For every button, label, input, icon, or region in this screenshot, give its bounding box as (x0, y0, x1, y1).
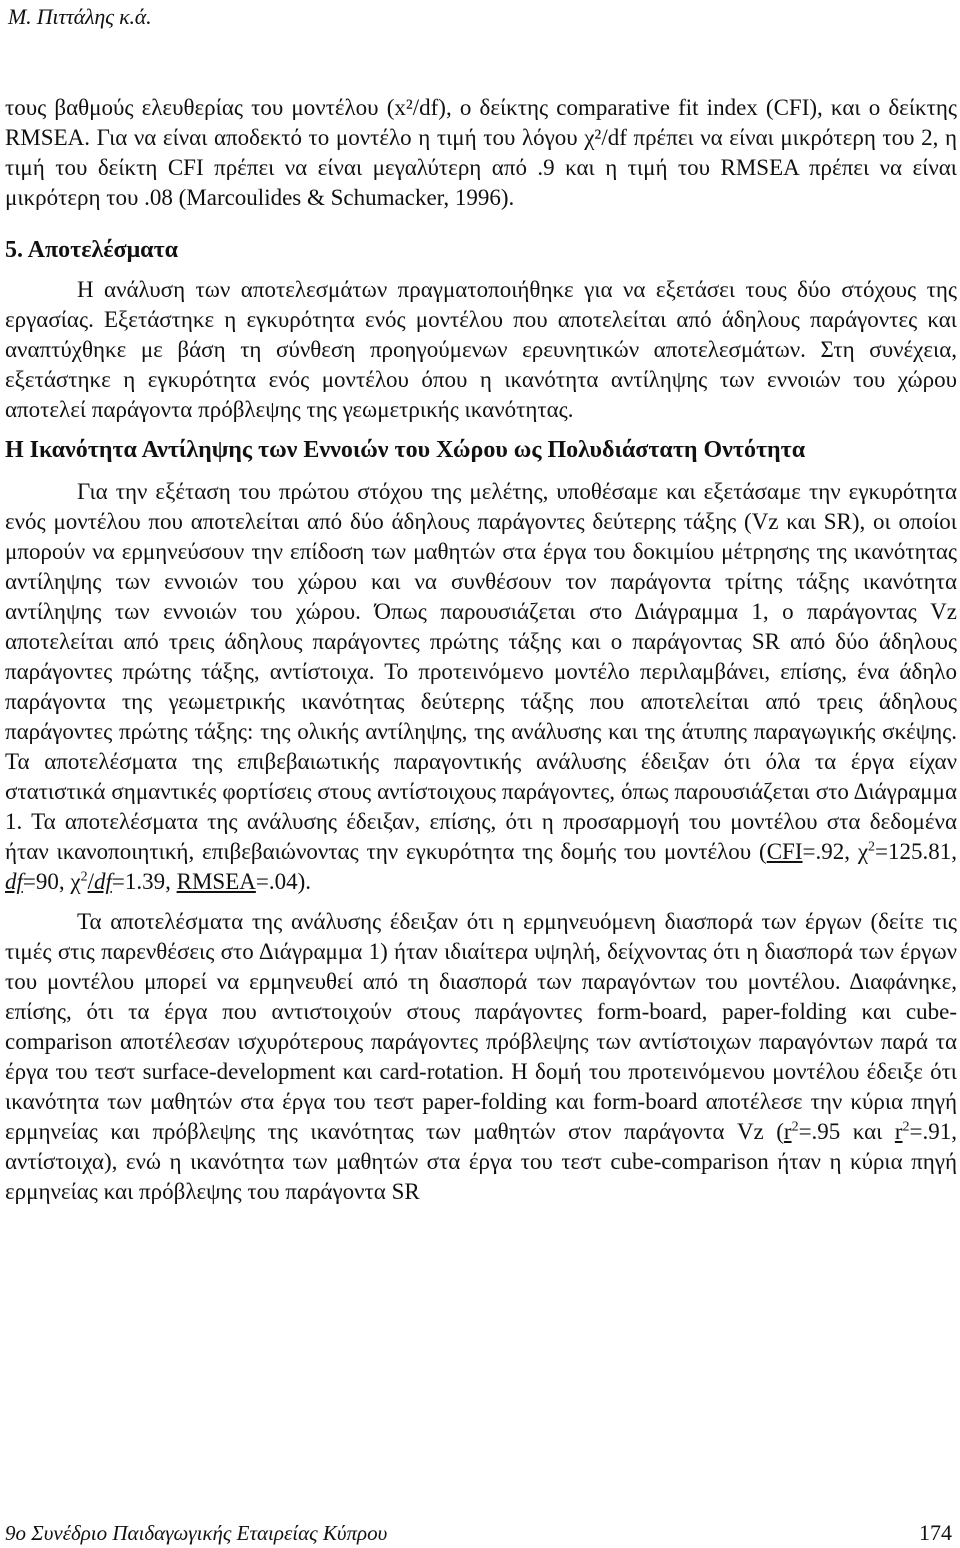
subsection-heading: Η Ικανότητα Αντίληψης των Εννοιών του Χώρου ως Πολυδιάστατη Οντότητα (5, 437, 806, 463)
chidf-label: χ (70, 869, 81, 894)
df-label: df (5, 869, 23, 894)
r1-value: =.95 και (798, 1119, 895, 1144)
rmsea-value: =.04). (255, 869, 311, 894)
intro-paragraph: τους βαθμούς ελευθερίας του μοντέλου (x²/df), ο δείκτης comparative fit index (CFI), και ο δείκτης RMSEA. Για να είναι αποδεκτό το μοντέλο η τιμή του λόγου χ²/df πρέπει να είναι μικρότερη του 2, η τιμή του δείκτη CFI πρέπει να είναι μεγαλύτερη από .9 και η τιμή του RMSEA πρέπει να είναι μικρότερη του .08 (Marcoulides & Schumacker, 1996). (5, 95, 957, 210)
variance-paragraph (5, 907, 957, 1207)
page-body (5, 93, 957, 1207)
chi-superscript: 2 (868, 839, 876, 855)
chidf-superscript: 2 (80, 869, 88, 885)
r1-label: r (783, 1119, 792, 1144)
page-number: 174 (919, 1520, 952, 1545)
results-paragraph: Η ανάλυση των αποτελεσμάτων πραγματοποιήθηκε για να εξετάσει τους δύο στόχους της εργασίας. Εξετάστηκε η εγκυρότητα ενός μοντέλου που αποτελείται από άδηλους παράγοντες και αναπτύχθηκε με βάση τη σύνθεση προηγούμενων ερευνητικών αποτελεσμάτων. Στη συνέχεια, εξετάστηκε η εγκυρότητα ενός μοντέλου όπου η ικανότητα αντίληψης των εννοιών του χώρου αποτελεί παράγοντα πρόβλεψης της γεωμετρικής ικανότητας. (5, 277, 957, 422)
chi-value: =125.81, (875, 839, 958, 864)
cfi-label: CFI (766, 839, 803, 864)
df-value: =90, (22, 869, 65, 894)
cfi-value: =.92, (802, 839, 850, 864)
chidf-value: =1.39, (111, 869, 171, 894)
running-head: Μ. Πιττάλης κ.ά. (8, 4, 152, 29)
rmsea-label: RMSEA (176, 869, 256, 894)
chi-label: χ (857, 839, 869, 864)
conference-name: 9ο Συνέδριο Παιδαγωγικής Εταιρείας Κύπρου (5, 1521, 388, 1545)
page-footer (5, 1520, 952, 1546)
model-paragraph (5, 477, 957, 897)
r2-label: r (894, 1119, 903, 1144)
variance-paragraph-text: Τα αποτελέσματα της ανάλυσης έδειξαν ότι η ερμηνευόμενη διασπορά των έργων (δείτε τις τιμές στις παρενθέσεις στο Διάγραμμα 1) ήταν ιδιαίτερα υψηλή, δείχνοντας ότι η διασπορά των έργων του μοντέλου μπορεί να ερμηνευθεί από τη διασπορά των παραγόντων του μοντέλου. Διαφάνηκε, επίσης, ότι τα έργα που αντιστοιχούν στους παράγοντες form-board, paper-folding και cube-comparison αποτέλεσαν ισχυρότερους παράγοντες πρόβλεψης των αντίστοιχων παραγόντων παρά τα έργα του τεστ surface-development και card-rotation. Η δομή του προτεινόμενου μοντέλου έδειξε ότι ικανότητα των μαθητών στα έργα του τεστ paper-folding και form-board αποτέλεσε την κύρια πηγή ερμηνείας και πρόβλεψης της ικανότητας των μαθητών στον παράγοντα Vz ( (5, 909, 957, 1144)
model-paragraph-text: Για την εξέταση του πρώτου στόχου της μελέτης, υποθέσαμε και εξετάσαμε την εγκυρότητα ενός μοντέλου που αποτελείται από δύο άδηλους παράγοντες δεύτερης τάξης (Vz και SR), οι οποίοι μπορούν να ερμηνεύσουν την επίδοση των μαθητών στα έργα του δοκιμίου μέτρησης της ικανότητας αντίληψης των εννοιών του χώρου και να συνθέσουν τον παράγοντα τρίτης τάξης ικανότητα αντίληψης των εννοιών του χώρου. Όπως παρουσιάζεται στο Διάγραμμα 1, ο παράγοντας Vz αποτελείται από τρεις άδηλους παράγοντες πρώτης τάξης και ο παράγοντας SR από δύο άδηλους παράγοντες πρώτης τάξης, αντίστοιχα. Το προτεινόμενο μοντέλο περιλαμβάνει, επίσης, ένα άδηλο παράγοντα της γεωμετρικής ικανότητας δεύτερης τάξης που αποτελείται από τρεις άδηλους παράγοντες πρώτης τάξης: της ολικής αντίληψης, της ανάλυσης και της άτυπης παραγωγικής σκέψης. Τα αποτελέσματα της επιβεβαιωτικής παραγοντικής ανάλυσης έδειξαν ότι όλα τα έργα είχαν στατιστικά σημαντικές φορτίσεις στους αντίστοιχους παράγοντες, όπως παρουσιάζεται στο Διάγραμμα 1. Τα αποτελέσματα της ανάλυσης έδειξαν, επίσης, ότι η προσαρμογή του μοντέλου στα δεδομένα ήταν ικανοποιητική, επιβεβαιώνοντας την εγκυρότητα της δομής του μοντέλου ( (5, 479, 957, 864)
chidf-df: df (93, 869, 112, 894)
r1-superscript: 2 (791, 1119, 799, 1135)
chidf-slash: / (87, 869, 94, 894)
section-heading: 5. Αποτελέσματα (5, 237, 179, 263)
variance-paragraph-end: =.91, αντίστοιχα), ενώ η ικανότητα των μαθητών στα έργα του τεστ cube-comparison ήταν η κύρια πηγή ερμηνείας και πρόβλεψης του παράγοντα SR (5, 1119, 957, 1204)
r2-superscript: 2 (902, 1119, 910, 1135)
